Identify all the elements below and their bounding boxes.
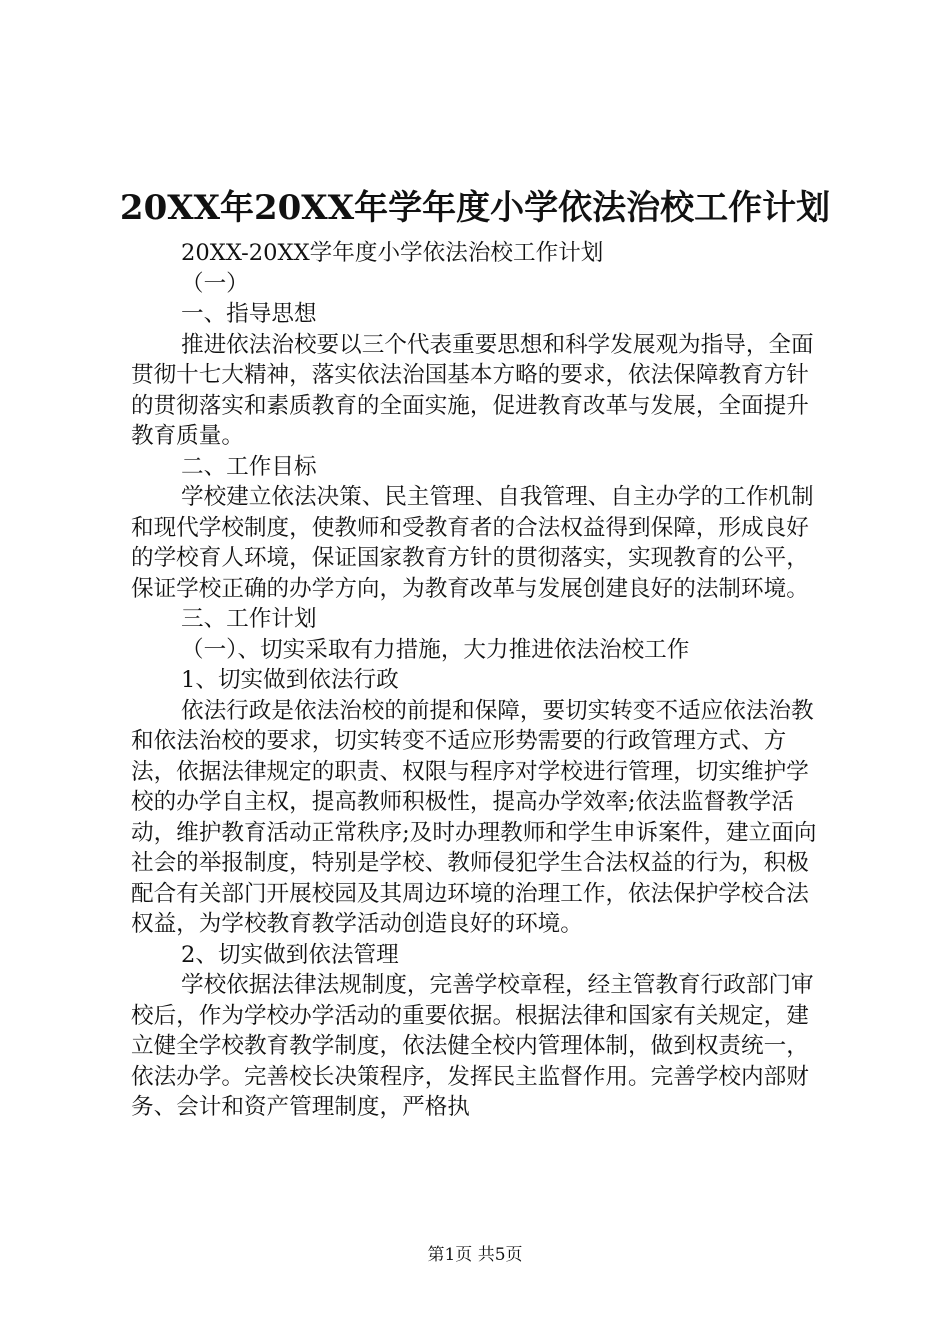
heading-work-goals: 二、工作目标	[181, 453, 317, 480]
item-1-heading: 1、切实做到依法行政	[181, 667, 399, 693]
document-body	[131, 238, 831, 1123]
subtitle-line: 20XX-20XX学年度小学依法治校工作计划	[181, 240, 604, 266]
page-footer: 第1页 共5页	[427, 1245, 523, 1265]
paragraph-management: 学校依据法律法规制度，完善学校章程，经主管教育行政部门审校后，作为学校办学活动的重要依据。根据法律和国家有关规定，建立健全学校教育教学制度，依法健全校内管理体制，做到权责统一，依法办学。完善校长决策程序，发挥民主监督作用。完善学校内部财务、会计和资产管理制度，严格执	[131, 972, 814, 1120]
item-2-heading: 2、切实做到依法管理	[181, 941, 399, 968]
heading-work-plan: 三、工作计划	[181, 606, 317, 632]
paragraph-guiding-ideology: 推进依法治校要以三个代表重要思想和科学发展观为指导，全面贯彻十七大精神，落实依法治国基本方略的要求，依法保障教育方针的贯彻落实和素质教育的全面实施，促进教育改革与发展，全面提升教育质量。	[131, 331, 814, 449]
paragraph-work-goals: 学校建立依法决策、民主管理、自我管理、自主办学的工作机制和现代学校制度，使教师和受教育者的合法权益得到保障，形成良好的学校育人环境，保证国家教育方针的贯彻落实，实现教育的公平，保证学校正确的办学方向，为教育改革与发展创建良好的法制环境。	[131, 484, 814, 602]
heading-guiding-ideology: 一、指导思想	[181, 301, 317, 327]
document-title: 20XX年20XX年学年度小学依法治校工作计划	[119, 188, 831, 228]
section-number: （一）	[181, 270, 249, 297]
paragraph-administration: 依法行政是依法治校的前提和保障，要切实转变不适应依法治教和依法治校的要求，切实转变不适应形势需要的行政管理方式、方法，依据法律规定的职责、权限与程序对学校进行管理，切实维护学校的办学自主权，提高教师积极性，提高办学效率;依法监督教学活动，维护教育活动正常秩序;及时办理教师和学生申诉案件，建立面向社会的举报制度，特别是学校、教师侵犯学生合法权益的行为，积极配合有关部门开展校园及其周边环境的治理工作，依法保护学校合法权益，为学校教育教学活动创造良好的环境。	[131, 697, 817, 937]
subheading-measures: （一）、切实采取有力措施，大力推进依法治校工作	[181, 636, 690, 663]
